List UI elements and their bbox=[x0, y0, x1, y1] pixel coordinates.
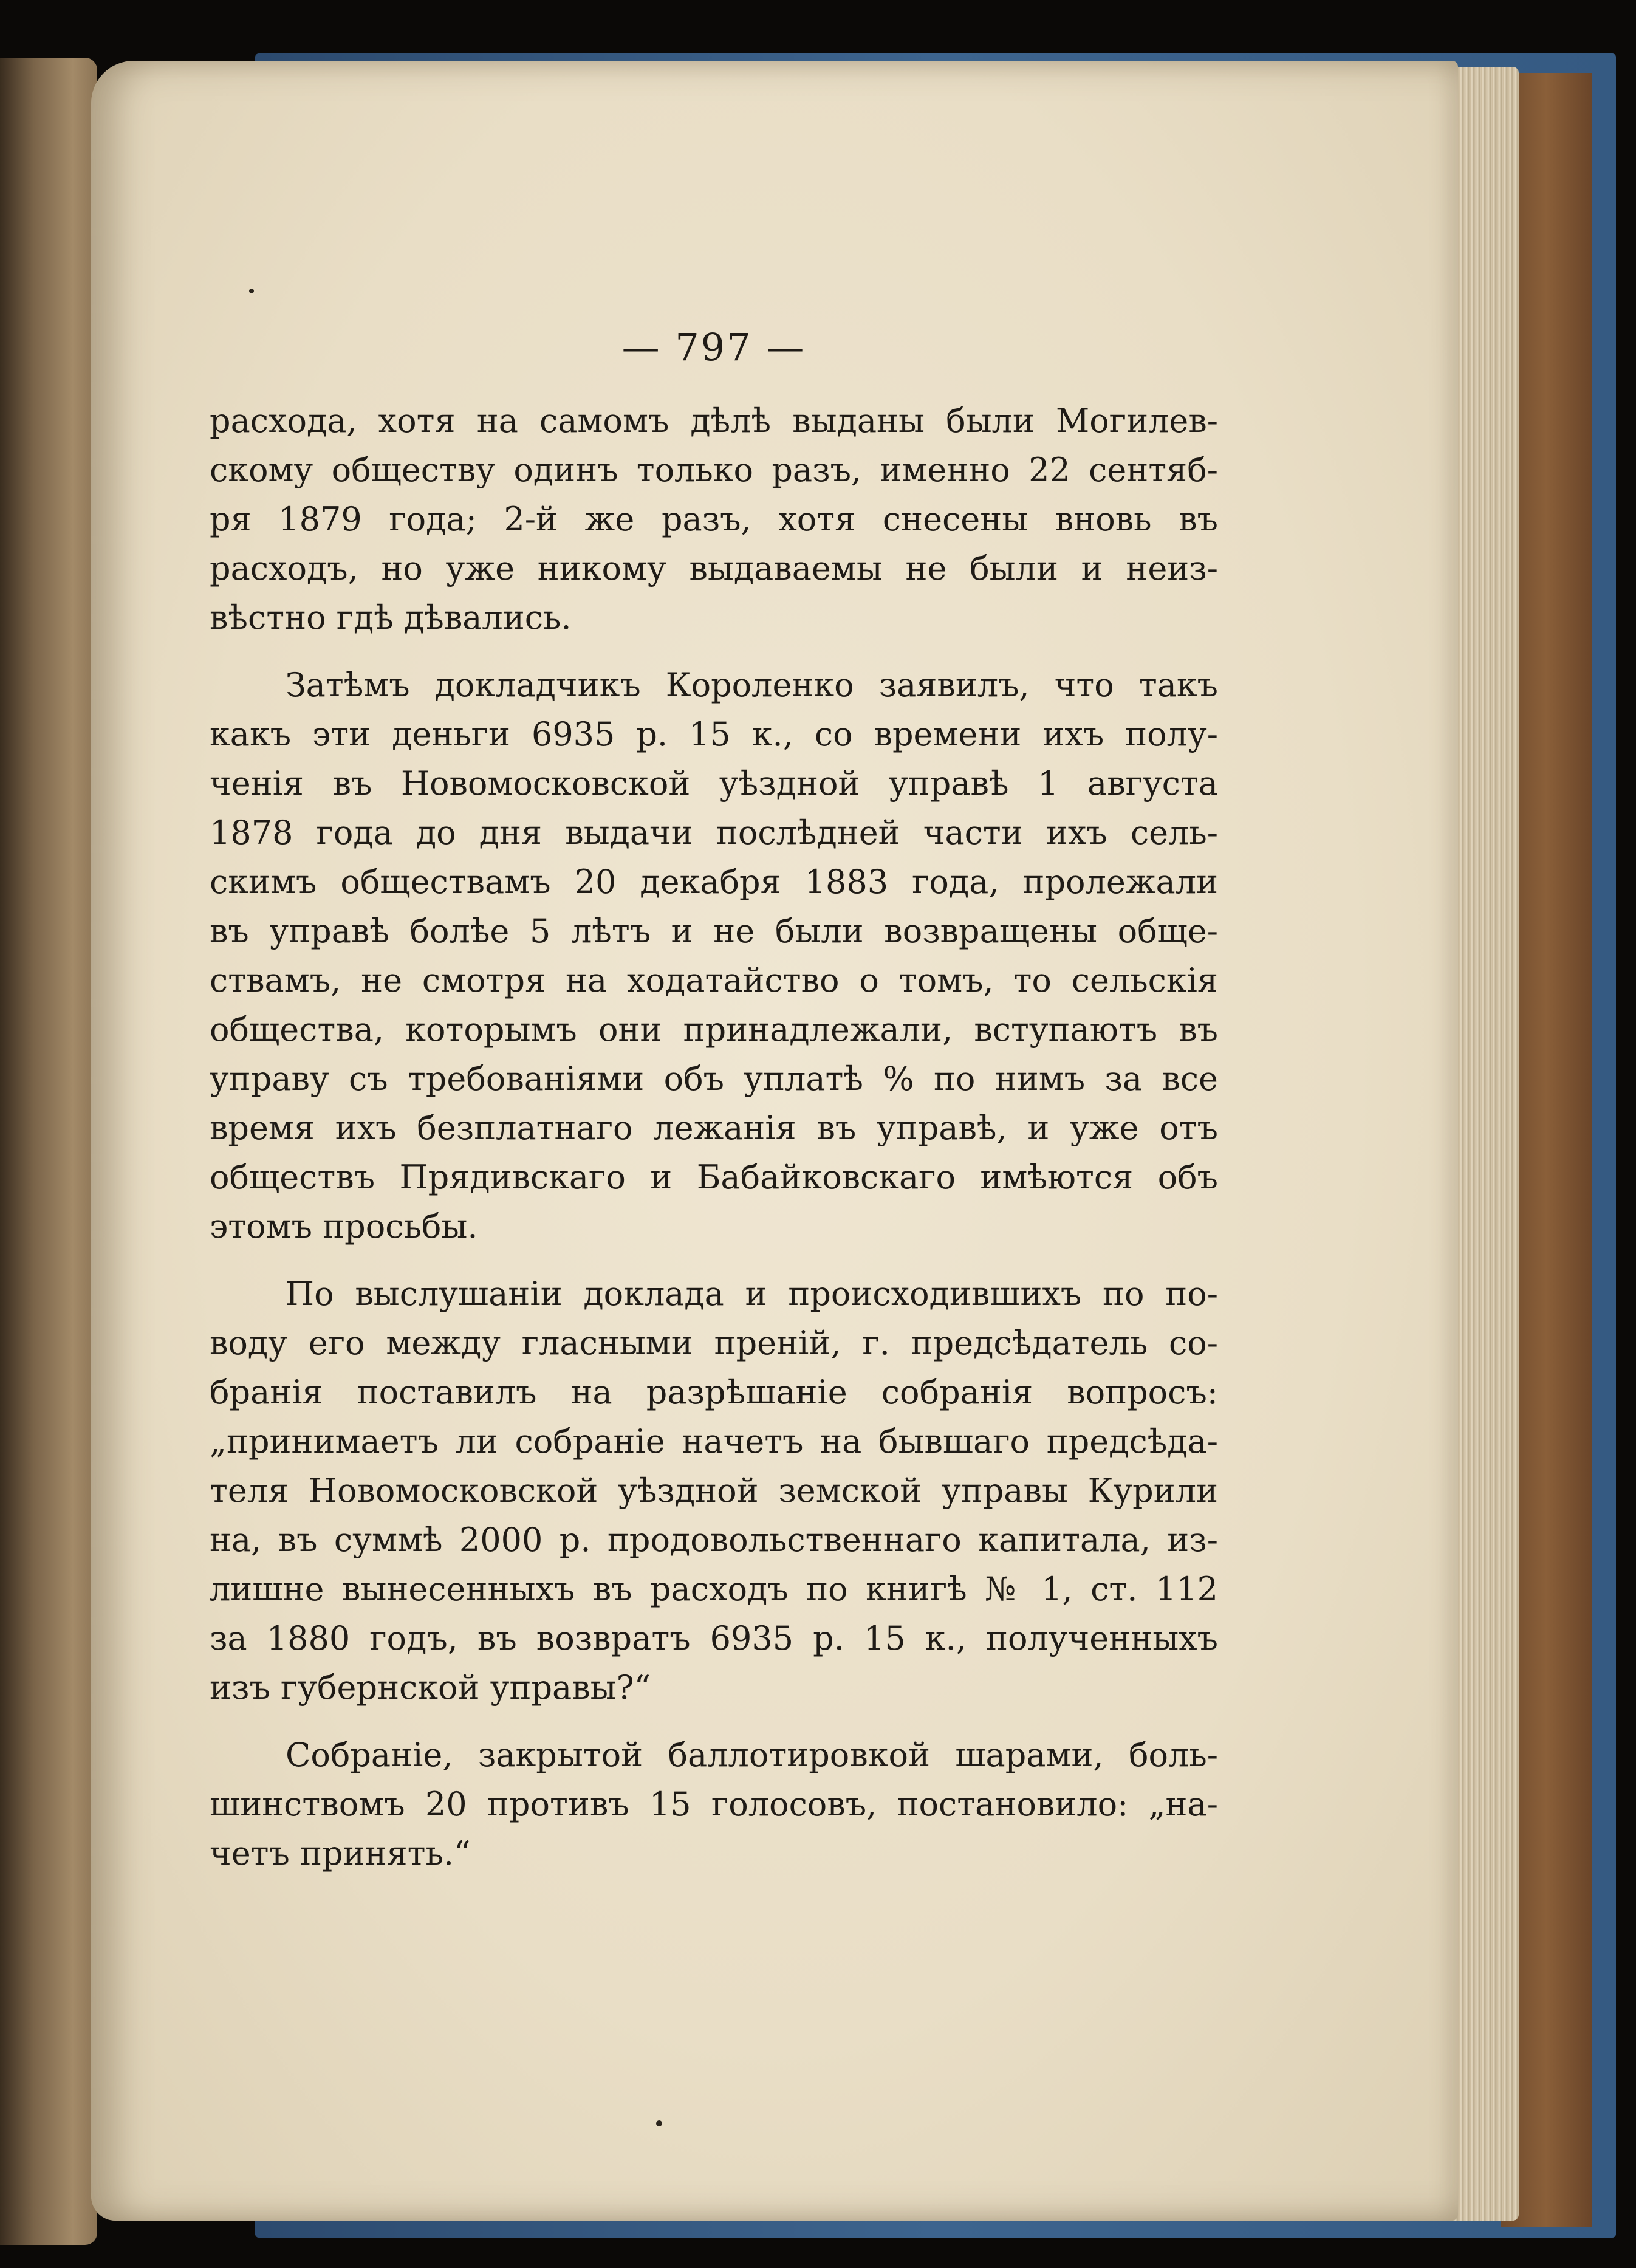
text-line: По выслушаніи доклада и происходившихъ по по- bbox=[286, 1275, 1218, 1313]
text-line: вѣстно гдѣ дѣвались. bbox=[210, 598, 572, 637]
text-line: изъ губернской управы?“ bbox=[210, 1668, 651, 1707]
text-line: управу съ требованіями объ уплатѣ % по нимъ за все bbox=[210, 1060, 1218, 1098]
text-line: въ управѣ болѣе 5 лѣтъ и не были возвращены обще- bbox=[210, 912, 1218, 950]
text-line: теля Новомосковской уѣздной земской управы Курили bbox=[210, 1471, 1218, 1510]
text-line: за 1880 годъ, въ возвратъ 6935 р. 15 к., полученныхъ bbox=[210, 1619, 1218, 1657]
text-line: лишне вынесенныхъ въ расходъ по книгѣ № 1, ст. 112 bbox=[210, 1570, 1218, 1608]
paragraph bbox=[210, 660, 1218, 1251]
page-number: — 797 — bbox=[621, 325, 806, 369]
text-line: какъ эти деньги 6935 р. 15 к., со времени ихъ полу- bbox=[210, 715, 1218, 753]
text-line: Собраніе, закрытой баллотировкой шарами, боль- bbox=[286, 1736, 1218, 1774]
text-line: время ихъ безплатнаго лежанія въ управѣ, и уже отъ bbox=[210, 1109, 1218, 1147]
text-line: бранія поставилъ на разрѣшаніе собранія вопросъ: bbox=[210, 1373, 1218, 1411]
text-line: этомъ просьбы. bbox=[210, 1207, 478, 1245]
text-line: скимъ обществамъ 20 декабря 1883 года, пролежали bbox=[210, 863, 1218, 901]
page-text bbox=[210, 322, 1218, 1878]
text-line: четъ принять.“ bbox=[210, 1834, 471, 1872]
paragraph bbox=[210, 1269, 1218, 1712]
text-line: Затѣмъ докладчикъ Короленко заявилъ, что такъ bbox=[286, 666, 1218, 704]
text-line: расходъ, но уже никому выдаваемы не были и неиз- bbox=[210, 549, 1218, 588]
text-line: общества, которымъ они принадлежали, вступаютъ въ bbox=[210, 1010, 1218, 1049]
text-line: ченія въ Новомосковской уѣздной управѣ 1 августа bbox=[210, 764, 1218, 803]
text-line: скому обществу одинъ только разъ, именно 22 сентяб- bbox=[210, 451, 1218, 489]
ink-speck bbox=[656, 2120, 662, 2126]
text-line: расхода, хотя на самомъ дѣлѣ выданы были Могилев- bbox=[210, 402, 1218, 440]
paragraph bbox=[210, 396, 1218, 642]
ink-speck bbox=[249, 289, 254, 293]
text-line: на, въ суммѣ 2000 р. продовольственнаго капитала, из- bbox=[210, 1521, 1218, 1559]
text-line: обществъ Прядивскаго и Бабайковскаго имѣются объ bbox=[210, 1158, 1218, 1196]
text-line: 1878 года до дня выдачи послѣдней части ихъ сель- bbox=[210, 814, 1218, 852]
facing-page-edge bbox=[0, 58, 97, 2245]
paragraphs bbox=[210, 396, 1218, 1878]
text-line: ствамъ, не смотря на ходатайство о томъ, то сельскія bbox=[210, 961, 1218, 999]
paragraph bbox=[210, 1730, 1218, 1878]
text-line: воду его между гласными преній, г. предсѣдатель со- bbox=[210, 1324, 1218, 1362]
book-page bbox=[91, 61, 1458, 2221]
text-line: шинствомъ 20 противъ 15 голосовъ, постановило: „на- bbox=[210, 1785, 1218, 1823]
text-line: „принимаетъ ли собраніе начетъ на бывшаго предсѣда- bbox=[210, 1422, 1218, 1461]
text-line: ря 1879 года; 2-й же разъ, хотя снесены вновь въ bbox=[210, 500, 1218, 538]
